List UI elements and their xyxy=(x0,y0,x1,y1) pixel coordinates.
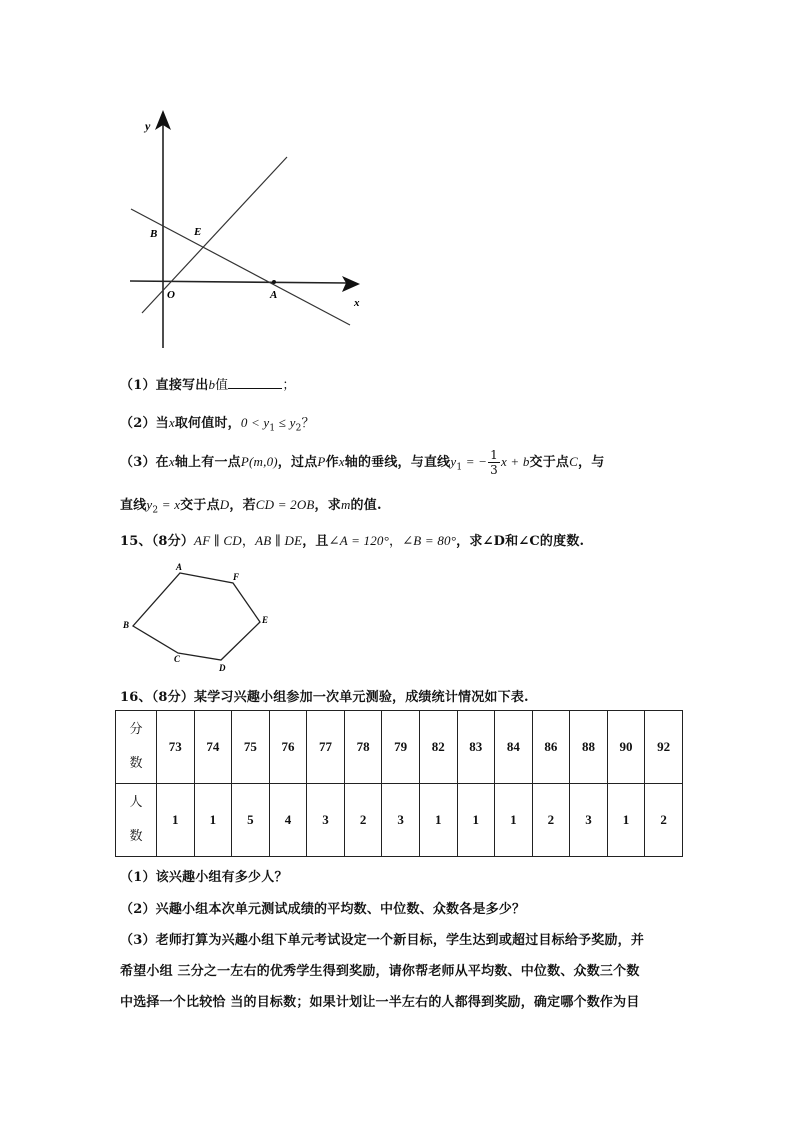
vertex-a-label: A xyxy=(176,562,183,572)
count-cell: 2 xyxy=(344,784,382,857)
count-cell: 5 xyxy=(232,784,270,857)
separator: ， xyxy=(389,534,403,549)
equation-2: = x xyxy=(158,497,181,512)
q14-part3-c: ，过点 xyxy=(277,455,318,470)
fraction-one-third xyxy=(488,448,500,477)
score-cell: 90 xyxy=(607,711,645,784)
x-axis-arrow xyxy=(342,276,360,292)
q14-part3-line2-b: 交于点 xyxy=(180,498,220,513)
q14-part3-e: 轴的垂线，与直线 xyxy=(344,455,451,470)
condition-cd: CD = 2OB xyxy=(255,497,315,512)
score-cell: 82 xyxy=(419,711,457,784)
count-cell: 1 xyxy=(495,784,533,857)
count-cell: 2 xyxy=(532,784,570,857)
q16-part3-line3: 中选择一个比较恰 当的目标数；如果计划让一半左右的人都得到奖励，确定哪个数作为目 xyxy=(120,995,640,1010)
q14-part1 xyxy=(120,374,296,393)
count-cell: 1 xyxy=(419,784,457,857)
fraction-numerator: 1 xyxy=(490,448,498,462)
q16-part2: （2）兴趣小组本次单元测试成绩的平均数、中位数、众数各是多少？ xyxy=(120,902,526,917)
q14-part3-line1 xyxy=(120,448,604,477)
point-d: D xyxy=(219,497,230,512)
q15-text xyxy=(120,530,584,549)
table-row-scores xyxy=(116,711,683,784)
var-y1: y xyxy=(450,454,457,469)
point-p: P(m,0) xyxy=(240,454,278,469)
subscript-2: 2 xyxy=(295,423,302,434)
score-cell: 73 xyxy=(157,711,195,784)
label-y: y xyxy=(145,119,151,133)
score-cell: 86 xyxy=(532,711,570,784)
q14-part3-line2-e: 的值. xyxy=(350,498,382,513)
count-cell: 1 xyxy=(607,784,645,857)
var-x: x xyxy=(168,415,175,430)
q14-part1-suffix: 值 xyxy=(215,378,229,393)
angle-a: ∠A = 120° xyxy=(328,533,390,548)
score-cell: 88 xyxy=(570,711,608,784)
q14-part1-text: （1）直接写出 xyxy=(120,378,209,393)
q14-part3-line2-c: ，若 xyxy=(229,498,256,513)
q14-part2-end: ？ xyxy=(301,416,315,431)
q14-part3-b: 轴上有一点 xyxy=(174,455,241,470)
q14-part2-prefix: （2）当 xyxy=(120,416,169,431)
row-header-counts xyxy=(116,784,157,857)
score-cell: 84 xyxy=(495,711,533,784)
var-y2: y xyxy=(146,497,153,512)
label-b: B xyxy=(150,228,158,240)
vertex-e-label: E xyxy=(262,615,269,625)
point-c: C xyxy=(569,454,579,469)
count-cell: 1 xyxy=(194,784,232,857)
score-table xyxy=(115,710,683,857)
score-cell: 83 xyxy=(457,711,495,784)
q15-number: 15、（8分） xyxy=(120,534,195,549)
equation-1-rest: x + b xyxy=(500,454,530,469)
q14-part2 xyxy=(120,412,315,434)
header-char: 数 xyxy=(129,829,143,844)
label-o: O xyxy=(167,289,175,301)
q14-part3-line2-d: ，求 xyxy=(314,498,341,513)
condition-ab-de: AB ∥ DE xyxy=(255,533,303,548)
score-cell: 79 xyxy=(382,711,420,784)
var-x: x xyxy=(168,454,175,469)
count-cell: 3 xyxy=(570,784,608,857)
label-e: E xyxy=(194,226,202,238)
equation-1: = − xyxy=(462,454,488,469)
q16-part3-line2: 希望小组 三分之一左右的优秀学生得到奖励，请你帮老师从平均数、中位数、众数三个数 xyxy=(120,964,640,979)
hexagon-abcdef xyxy=(133,573,260,660)
q15-ask: ，求∠D和∠C的度数. xyxy=(456,534,585,549)
q14-part3-line2-a: 直线 xyxy=(120,498,147,513)
q14-part2-mid: 取何值时， xyxy=(174,416,241,431)
count-cell: 3 xyxy=(307,784,345,857)
q16-part1: （1）该兴趣小组有多少人？ xyxy=(120,870,288,885)
table-row-counts xyxy=(116,784,683,857)
separator: ，且 xyxy=(302,534,329,549)
inequality-part-a: 0 < y xyxy=(240,415,270,430)
q14-part3-f: 交于点 xyxy=(529,455,570,470)
fraction-denominator: 3 xyxy=(490,463,498,477)
vertex-c-label: C xyxy=(174,654,181,664)
score-cell: 75 xyxy=(232,711,270,784)
count-cell: 4 xyxy=(269,784,307,857)
var-m: m xyxy=(340,497,351,512)
condition-af-cd: AF ∥ CD xyxy=(194,533,242,548)
var-x: x xyxy=(338,454,345,469)
score-cell: 77 xyxy=(307,711,345,784)
inequality-part-b: ≤ y xyxy=(275,415,296,430)
hexagon-figure xyxy=(118,560,278,678)
count-cell: 3 xyxy=(382,784,420,857)
subscript-2: 2 xyxy=(152,505,159,516)
angle-b: ∠B = 80° xyxy=(402,533,457,548)
answer-blank[interactable] xyxy=(228,376,282,389)
label-a: A xyxy=(270,289,278,301)
header-char: 人 xyxy=(129,795,143,810)
row-header-scores xyxy=(116,711,157,784)
count-cell: 2 xyxy=(645,784,683,857)
score-cell: 92 xyxy=(645,711,683,784)
header-char: 数 xyxy=(129,756,143,771)
var-p: P xyxy=(317,454,326,469)
subscript-1: 1 xyxy=(456,462,463,473)
score-cell: 78 xyxy=(344,711,382,784)
vertex-d-label: D xyxy=(219,663,226,673)
q16-part3-line1: （3）老师打算为兴趣小组下单元考试设定一个新目标，学生达到或超过目标给予奖励，并 xyxy=(120,933,645,948)
var-b: b xyxy=(208,377,216,392)
header-char: 分 xyxy=(129,722,143,737)
q14-part3-g: ，与 xyxy=(578,455,605,470)
vertex-b-label: B xyxy=(123,620,130,630)
q14-part3-d: 作 xyxy=(325,455,339,470)
q14-part3-line2 xyxy=(120,494,382,516)
label-x: x xyxy=(354,297,360,309)
separator: ， xyxy=(241,534,256,549)
q16-intro: 16、（8分）某学习兴趣小组参加一次单元测验，成绩统计情况如下表. xyxy=(120,690,529,705)
point-a xyxy=(272,280,276,284)
q14-part1-end: ； xyxy=(282,378,296,393)
q14-part3-a: （3）在 xyxy=(120,455,169,470)
count-cell: 1 xyxy=(457,784,495,857)
subscript-1: 1 xyxy=(269,423,276,434)
vertex-f-label: F xyxy=(233,572,240,582)
count-cell: 1 xyxy=(157,784,195,857)
line-y1 xyxy=(131,209,350,325)
coordinate-graph xyxy=(120,108,370,353)
score-cell: 76 xyxy=(269,711,307,784)
score-cell: 74 xyxy=(194,711,232,784)
